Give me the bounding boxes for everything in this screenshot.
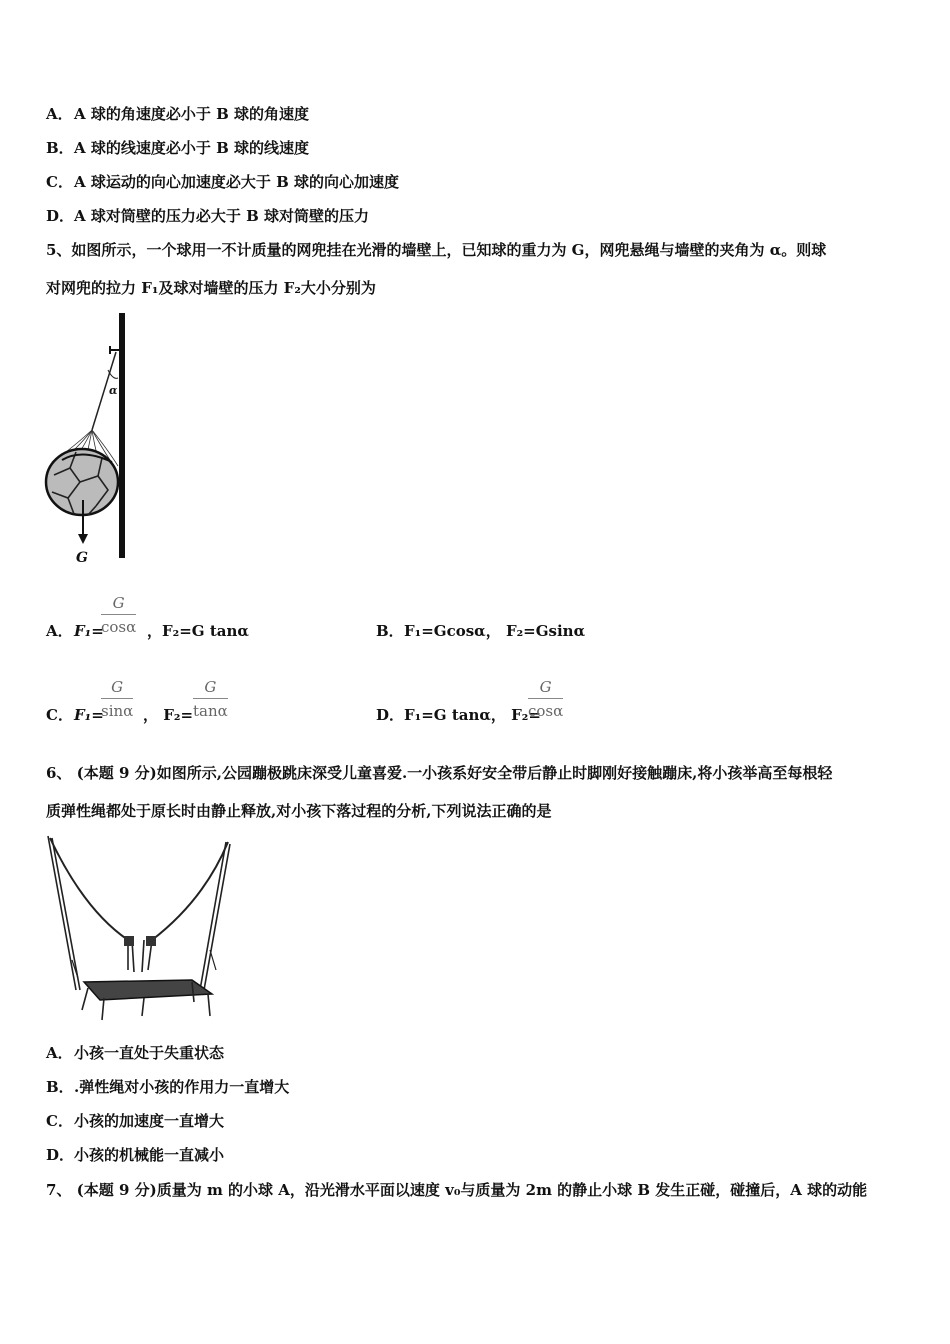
option-label: D．	[46, 207, 75, 225]
option-text: 小孩的加速度一直增大	[74, 1112, 225, 1130]
fraction-numerator: G	[193, 678, 228, 699]
option-text: 小孩一直处于失重状态	[74, 1044, 225, 1062]
option-label: A．	[46, 1044, 73, 1062]
fraction-numerator: G	[101, 678, 133, 699]
fraction-denominator: sinα	[101, 702, 134, 720]
option-text: A 球运动的向心加速度必大于 B 球的向心加速度	[74, 173, 399, 191]
q4-option-c	[46, 171, 399, 192]
option-label: C．	[46, 173, 73, 191]
q5-a-fraction	[101, 594, 136, 636]
q5-stem-line2: 对网兜的拉力 F₁及球对墙壁的压力 F₂大小分别为	[46, 279, 376, 297]
option-label: B．	[376, 622, 404, 640]
fraction-denominator: cosα	[528, 702, 564, 720]
option-label: A．	[46, 105, 73, 123]
q4-option-b	[46, 137, 309, 158]
option-text: A 球的角速度必小于 B 球的角速度	[74, 105, 309, 123]
ball-net-wall-figure	[40, 310, 140, 570]
wall	[119, 313, 125, 558]
alpha-label: α	[109, 384, 118, 397]
option-text: A 球的线速度必小于 B 球的线速度	[74, 139, 309, 157]
q5-c-fraction2	[193, 678, 228, 720]
option-pre: F₁=	[74, 622, 104, 640]
option-text: A 球对筒壁的压力必大于 B 球对筒壁的压力	[74, 207, 369, 225]
bungee-trampoline-figure	[44, 830, 240, 1026]
q5-option-b	[376, 620, 585, 641]
option-label: A．	[46, 622, 73, 640]
option-text: F₁=Gcosα， F₂=Gsinα	[404, 622, 586, 640]
q6-option-d	[46, 1144, 224, 1165]
option-label: C．	[46, 706, 73, 724]
q6-stem-line1: 6、 (本题 9 分)如图所示,公园蹦极跳床深受儿童喜爱.一小孩系好安全带后静止时脚刚好接触蹦床,将小孩举高至每根轻	[46, 764, 833, 782]
option-label: B．	[46, 1078, 74, 1096]
q5-option-c	[46, 704, 104, 725]
option-label: D．	[376, 706, 405, 724]
q5-stem-line1: 5、如图所示，一个球用一不计质量的网兜挂在光滑的墙壁上，已知球的重力为 G，网兜悬绳与墙壁的夹角为 α。则球	[46, 241, 827, 259]
q5-a-post: ，F₂=G tanα	[147, 622, 249, 640]
q4-option-d	[46, 205, 369, 226]
fraction-numerator: G	[528, 678, 563, 699]
fraction-denominator: tanα	[193, 702, 228, 720]
q4-option-a	[46, 103, 309, 124]
q6-option-b	[46, 1076, 289, 1097]
gravity-label: G	[76, 550, 88, 566]
option-pre: F₁=G tanα， F₂=	[404, 706, 541, 724]
option-label: B．	[46, 139, 74, 157]
q6-option-c	[46, 1110, 224, 1131]
q6-stem-line2: 质弹性绳都处于原长时由静止释放,对小孩下落过程的分析,下列说法正确的是	[46, 802, 552, 820]
option-text: .弹性绳对小孩的作用力一直增大	[74, 1078, 290, 1096]
fraction-numerator: G	[101, 594, 136, 615]
option-label: C．	[46, 1112, 73, 1130]
q5-option-a	[46, 620, 104, 641]
q5-d-fraction	[528, 678, 563, 720]
option-pre: F₁=	[74, 706, 104, 724]
option-text: 小孩的机械能一直减小	[74, 1146, 225, 1164]
q5-option-d	[376, 704, 541, 725]
q6-option-a	[46, 1042, 224, 1063]
fraction-denominator: cosα	[101, 618, 137, 636]
option-label: D．	[46, 1146, 75, 1164]
q7-stem-line1: 7、 (本题 9 分)质量为 m 的小球 A，沿光滑水平面以速度 v₀与质量为 2m 的静止小球 B 发生正碰，碰撞后，A 球的动能	[46, 1181, 868, 1199]
q5-c-fraction1	[101, 678, 133, 720]
q5-c-mid: ， F₂=	[143, 706, 194, 724]
